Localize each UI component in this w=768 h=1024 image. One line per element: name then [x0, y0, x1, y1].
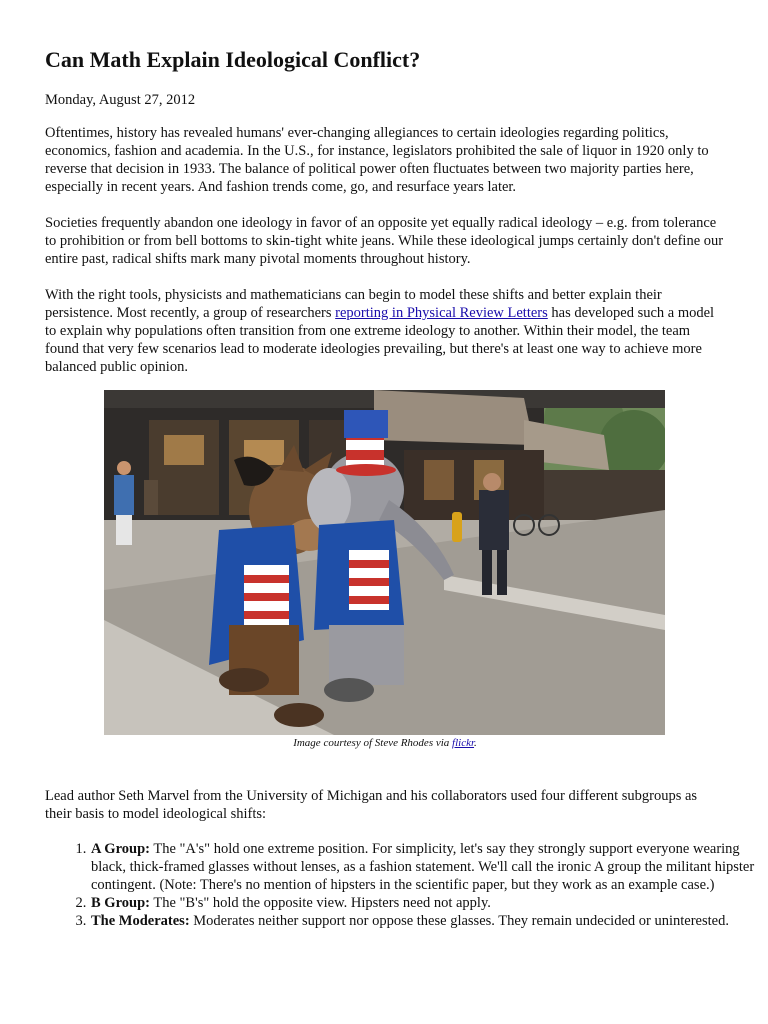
- physical-review-letters-link[interactable]: reporting in Physical Review Letters: [335, 305, 548, 321]
- list-item-term: The Moderates:: [91, 913, 190, 929]
- paragraph-3: [45, 286, 725, 376]
- list-item: [90, 840, 768, 894]
- paragraph-3-text-a: With the right tools, physicists and mathematicians can begin to model these shifts and better explain their persistence. Most recently, a group of researchers: [45, 287, 662, 321]
- subgroup-list: [45, 840, 768, 930]
- list-item-text: Moderates neither support nor oppose these glasses. They remain undecided or uninterested.: [189, 913, 729, 929]
- list-item: [90, 894, 768, 912]
- article-title: Can Math Explain Ideological Conflict?: [45, 47, 421, 72]
- article-photo: [104, 390, 665, 735]
- article-date: Monday, August 27, 2012: [45, 92, 196, 108]
- list-item-term: B Group:: [91, 895, 150, 911]
- caption-text: Image courtesy of Steve Rhodes via: [293, 737, 453, 749]
- mascots-photo: [104, 390, 665, 735]
- flickr-link[interactable]: flickr: [452, 737, 475, 749]
- list-item: [90, 912, 768, 930]
- paragraph-3-text-b: has developed such a model to explain why populations often transition from one extreme ideology to another. Within their model, the team found that very few scenarios lead to moderate ideologies prevailing, but there's at least one way to achieve more balanced public opinion.: [45, 305, 715, 375]
- paragraph-1: Oftentimes, history has revealed humans' ever-changing allegiances to certain ideologies regarding politics, economics, fashion and academia. In the U.S., for instance, legislators prohibited the sale of liquor in 1920 only to reverse that decision in 1933. The balance of political power often fluctuates between two majority parties here, especially in recent years. And fashion trends come, go, and resurface years later.: [45, 125, 709, 195]
- paragraph-2: Societies frequently abandon one ideology in favor of an opposite yet equally radical ideology – e.g. from tolerance to prohibition or from bell bottoms to skin-tight white jeans. While these ideological jumps certainly don't define our entire past, radical shifts mark many pivotal moments throughout history.: [45, 215, 724, 267]
- photo-caption: [45, 736, 725, 750]
- list-item-text: The "B's" hold the opposite view. Hipsters need not apply.: [149, 895, 491, 911]
- list-item-text: The "A's" hold one extreme position. For simplicity, let's say they strongly support everyone wearing black, thick-framed glasses without lenses, as a fashion statement. We'll call the ironic A group the militant hipster contingent. (Note: There's no mention of hipsters in the scientific paper, but they work as an example case.): [91, 841, 755, 893]
- caption-period: .: [474, 737, 477, 749]
- paragraph-4: Lead author Seth Marvel from the University of Michigan and his collaborators used four different subgroups as their basis to model ideological shifts:: [45, 788, 698, 822]
- list-item-term: A Group:: [91, 841, 150, 857]
